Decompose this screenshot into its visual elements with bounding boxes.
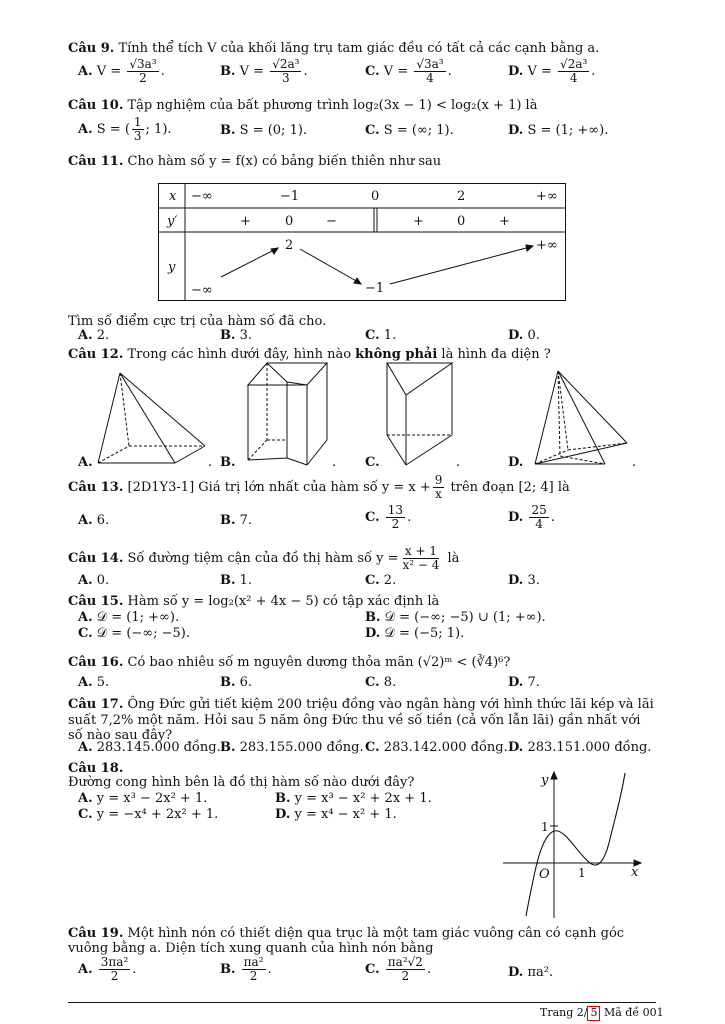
q9-option-b[interactable]: B. V = $\frac{\text{√2a³}}{3}$ . [220, 57, 308, 86]
table-yp-sign: + [240, 214, 251, 229]
q18-option-b[interactable]: B. y = x³ − x² + 2x + 1. [275, 791, 432, 806]
q10-stem: Câu 10. Tập nghiệm của bất phương trình log₂(3x − 1) < log₂(x + 1) là [68, 98, 538, 113]
figure-a-pyramid [95, 368, 213, 470]
q19-option-a[interactable]: A. $\frac{\text{3πa²}}{2}$ . [78, 955, 137, 984]
table-x-label: x [169, 189, 177, 204]
footer-rule [68, 1002, 656, 1003]
q14-option-c[interactable]: C. 2. [365, 573, 397, 588]
table-x-val: −1 [280, 189, 300, 204]
q19-option-b[interactable]: B. $\frac{\text{πa²}}{2}$ . [220, 955, 272, 984]
footer-page: Trang 2/ [540, 1006, 588, 1019]
q18-option-a[interactable]: A. y = x³ − 2x² + 1. [78, 791, 208, 806]
graph-y-label: y [541, 773, 549, 788]
table-yp-sign: − [326, 214, 337, 229]
q12-dot: . [332, 455, 337, 470]
q19-stem: Câu 19. Một hình nón có thiết diện qua trục là một tam giác vuông cân có cạnh góc vuông bằng a. Diện tích xung quanh của hình nón bằng [68, 926, 625, 956]
q18-text: Đường cong hình bên là đồ thị hàm số nào dưới đây? [68, 775, 415, 790]
q11-stem: Câu 11. Cho hàm số y = f(x) có bảng biến thiên như sau [68, 154, 442, 169]
table-y-val: −1 [365, 281, 385, 296]
figure-c-prism [384, 360, 456, 470]
table-y-val: −∞ [191, 283, 213, 298]
q9-option-c[interactable]: C. V = $\frac{\text{√3a³}}{4}$ . [365, 57, 452, 86]
q13-option-d[interactable]: D. $\frac{25}{4}$ . [508, 503, 555, 532]
q18-option-d[interactable]: D. y = x⁴ − x² + 1. [275, 807, 397, 822]
q19-option-d[interactable]: D. πa². [508, 965, 554, 980]
arrow-down [300, 249, 358, 282]
q14-option-b[interactable]: B. 1. [220, 573, 253, 588]
graph-origin: O [539, 867, 550, 882]
table-yp-sign: + [413, 214, 424, 229]
q14-option-a[interactable]: A. 0. [78, 573, 110, 588]
table-x-val: −∞ [191, 189, 213, 204]
q13-option-a[interactable]: A. 6. [78, 513, 110, 528]
q12-dot: . [456, 455, 461, 470]
q11-question: Tìm số điểm cực trị của hàm số đã cho. [68, 314, 327, 329]
q17-option-c[interactable]: C. 283.142.000 đồng. [365, 740, 508, 755]
q11-option-a[interactable]: A. 2. [78, 328, 110, 343]
q10-option-b[interactable]: B. S = (0; 1). [220, 123, 308, 138]
q14-option-d[interactable]: D. 3. [508, 573, 540, 588]
q15-stem: Câu 15. Hàm số y = log₂(x² + 4x − 5) có tập xác định là [68, 594, 440, 609]
graph-x-label: x [631, 865, 639, 880]
q12-stem: Câu 12. Trong các hình dưới đây, hình nào không phải là hình đa diện ? [68, 347, 551, 362]
q18-option-c[interactable]: C. y = −x⁴ + 2x² + 1. [78, 807, 219, 822]
figure-b-solid [245, 360, 330, 470]
q13-option-c[interactable]: C. $\frac{13}{2}$ . [365, 503, 412, 532]
q15-option-d[interactable]: D. 𝒟 = (−5; 1). [365, 626, 465, 641]
arrow-up [390, 247, 530, 284]
q9-text: Tính thể tích V của khối lăng trụ tam giác đều có tất cả các cạnh bằng a. [118, 41, 600, 56]
q18-graph [495, 768, 645, 920]
table-y-val: 2 [285, 238, 294, 253]
curve [526, 773, 625, 916]
figure-d-solid [530, 368, 630, 470]
q12-option-a[interactable]: A. [78, 455, 93, 470]
q15-option-c[interactable]: C. 𝒟 = (−∞; −5). [78, 626, 191, 641]
q17-option-b[interactable]: B. 283.155.000 đồng. [220, 740, 364, 755]
q16-option-a[interactable]: A. 5. [78, 675, 110, 690]
footer [540, 1006, 664, 1021]
footer-code: Mã đề 001 [603, 1006, 664, 1019]
q11-option-c[interactable]: C. 1. [365, 328, 397, 343]
q17-option-a[interactable]: A. 283.145.000 đồng. [78, 740, 221, 755]
table-yp-zero: 0 [285, 214, 294, 229]
q12-option-b[interactable]: B. [220, 455, 236, 470]
q12-dot: . [632, 455, 637, 470]
table-x-val: 0 [371, 189, 380, 204]
q16-option-b[interactable]: B. 6. [220, 675, 253, 690]
q10-option-a[interactable]: A. S = ( $\frac{1}{3}$ ; 1). [78, 115, 172, 144]
q15-option-b[interactable]: B. 𝒟 = (−∞; −5) ∪ (1; +∞). [365, 610, 546, 625]
q19-option-c[interactable]: C. $\frac{\text{πa²√2}}{2}$ . [365, 955, 432, 984]
footer-total-link[interactable]: 5 [587, 1006, 600, 1021]
table-yp-sign: + [499, 214, 510, 229]
q13-stem: Câu 13. [2D1Y3-1] Giá trị lớn nhất của hàm số y = x + $\frac{9}{x}$ trên đoạn [2; 4] là [68, 473, 570, 502]
q17-option-d[interactable]: D. 283.151.000 đồng. [508, 740, 652, 755]
variation-table [158, 183, 566, 302]
q12-dot: . [208, 455, 213, 470]
table-y-val: +∞ [536, 238, 558, 253]
q13-option-b[interactable]: B. 7. [220, 513, 253, 528]
q17-stem: Câu 17. Ông Đức gửi tiết kiệm 200 triệu đồng vào ngân hàng với hình thức lãi kép và lãi suất 7,2% một năm. Hỏi sau 5 năm ông Đức thu về số tiền (cả vốn lẫn lãi) gần nhất với số nào sau đây? [68, 697, 654, 744]
q12-option-d[interactable]: D. [508, 455, 524, 470]
graph-one-y: 1 [541, 820, 549, 834]
q9-stem [68, 42, 599, 57]
table-yp-label: y′ [167, 214, 178, 229]
q16-stem: Câu 16. Có bao nhiêu số m nguyên dương thỏa mãn (√2)ᵐ < (∛4)⁶? [68, 655, 511, 670]
q10-option-c[interactable]: C. S = (∞; 1). [365, 123, 454, 138]
q9-option-d[interactable]: D. V = $\frac{\text{√2a³}}{4}$ . [508, 57, 596, 86]
q16-option-c[interactable]: C. 8. [365, 675, 397, 690]
table-x-val: +∞ [536, 189, 558, 204]
q9-label: Câu 9. [68, 41, 115, 56]
q11-option-d[interactable]: D. 0. [508, 328, 540, 343]
q16-option-d[interactable]: D. 7. [508, 675, 540, 690]
q14-stem: Câu 14. Số đường tiệm cận của đồ thị hàm số y = $\frac{x + 1}{\text{x² − 4}}$ là [68, 544, 460, 573]
graph-one-x: 1 [578, 866, 586, 880]
table-x-val: 2 [457, 189, 466, 204]
q18-label: Câu 18. [68, 761, 124, 776]
q15-option-a[interactable]: A. 𝒟 = (1; +∞). [78, 610, 180, 625]
table-y-label: y [168, 260, 176, 275]
q12-option-c[interactable]: C. [365, 455, 380, 470]
q9-option-a[interactable]: A. V = $\frac{\text{√3a³}}{2}$ . [78, 57, 165, 86]
arrow-up [221, 249, 276, 277]
q11-option-b[interactable]: B. 3. [220, 328, 253, 343]
table-yp-zero: 0 [457, 214, 466, 229]
q10-option-d[interactable]: D. S = (1; +∞). [508, 123, 609, 138]
